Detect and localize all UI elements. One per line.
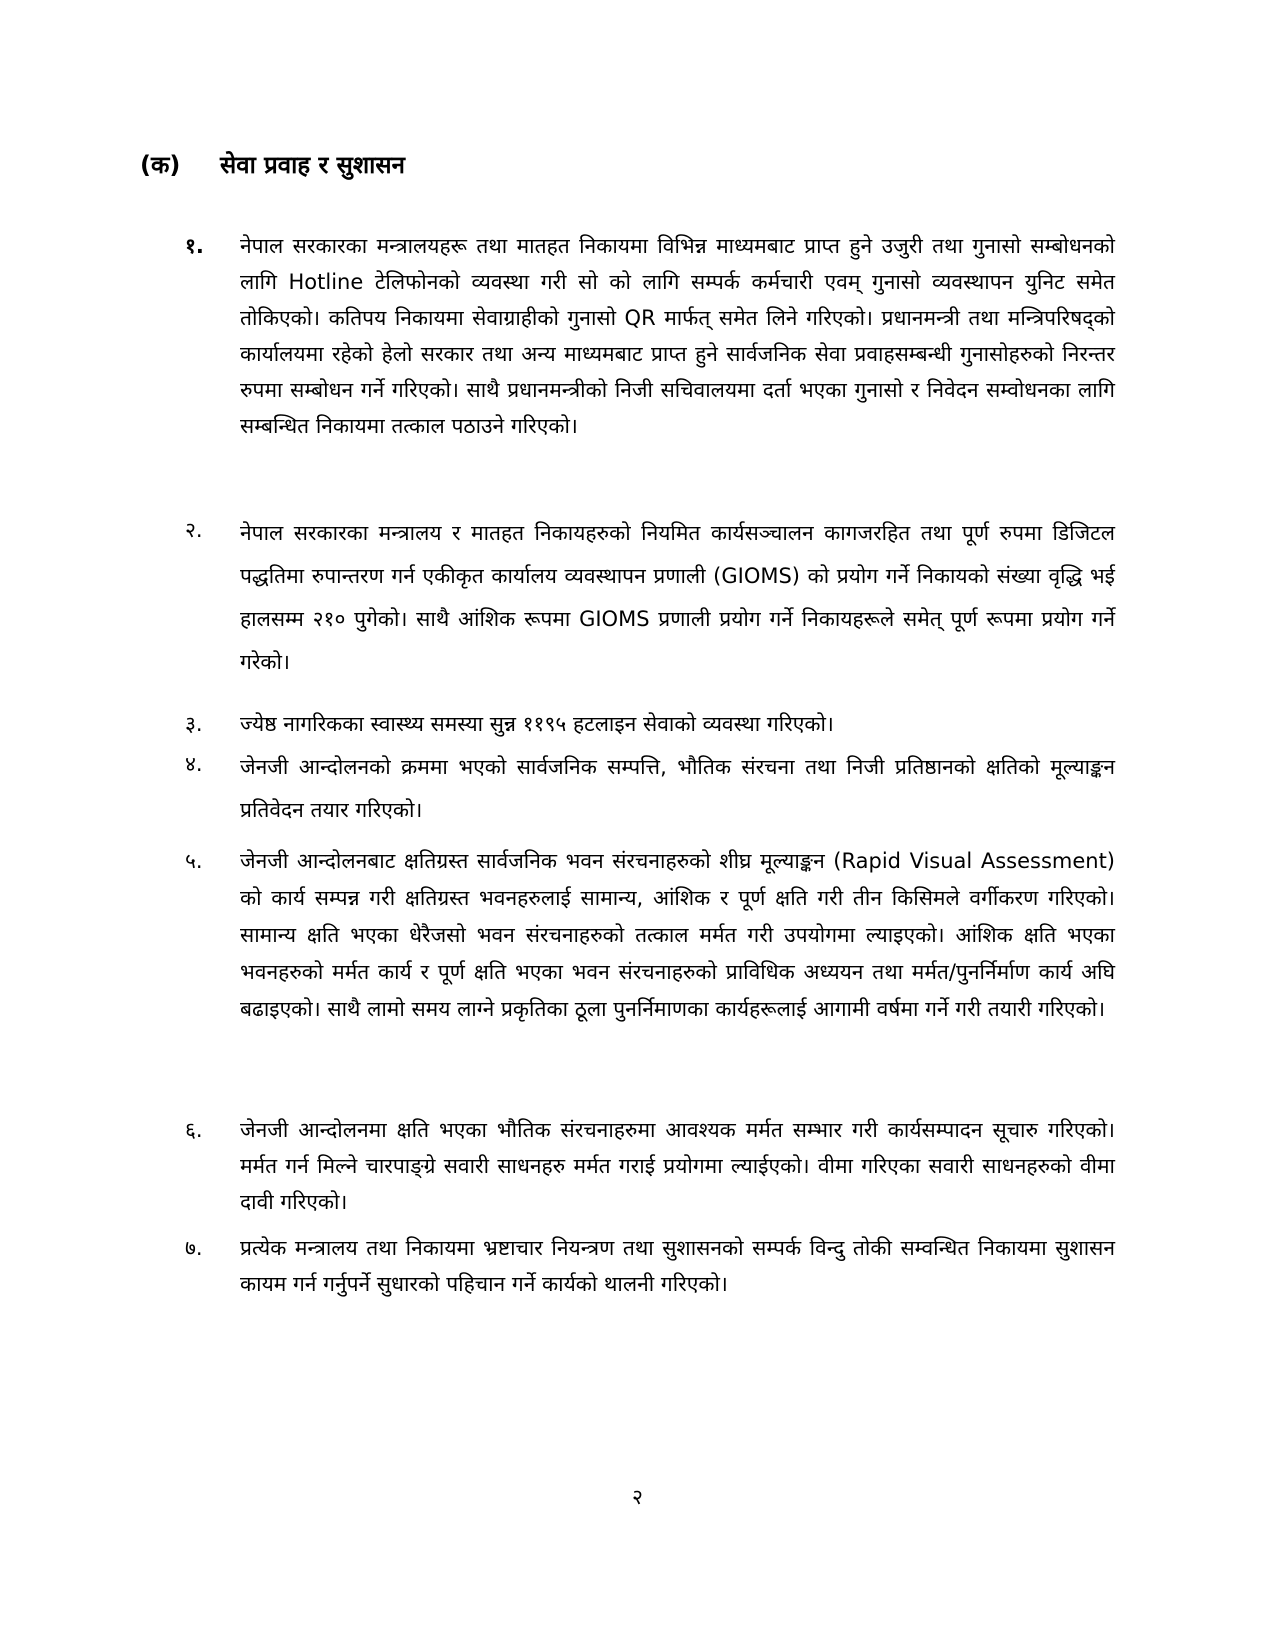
item-number: १. — [185, 234, 204, 258]
item-number: ४. — [185, 752, 203, 776]
item-text: प्रत्येक मन्त्रालय तथा निकायमा भ्रष्टाचार नियन्त्रण तथा सुशासनको सम्पर्क विन्दु तोकी सम्वन्धित निकायमा सुशासन कायम गर्न गर्नुपर्ने सुधारको पहिचान गर्ने कार्यको थालनी गरिएको। — [240, 1236, 1115, 1296]
list-item — [185, 1112, 1115, 1220]
section-number: (क) — [140, 151, 181, 179]
item-number: ५. — [185, 849, 203, 873]
item-number: २. — [185, 518, 203, 542]
list-item — [185, 706, 1115, 742]
list-item — [185, 1230, 1115, 1302]
list-item — [185, 512, 1115, 684]
section-heading — [140, 148, 405, 181]
item-text: ज्येष्ठ नागरिकका स्वास्थ्य समस्या सुन्न ११९५ हटलाइन सेवाको व्यवस्था गरिएको। — [240, 712, 834, 736]
item-text: जेनजी आन्दोलनबाट क्षतिग्रस्त सार्वजनिक भवन संरचनाहरुको शीघ्र मूल्याङ्कन (Rapid Visual Assessment) को कार्य सम्पन्न गरी क्षतिग्रस्त भवनहरुलाई सामान्य, आंशिक र पूर्ण क्षति गरी तीन किसिमले वर्गीकरण गरिएको। सामान्य क्षति भएका धेरैजसो भवन संरचनाहरुको तत्काल मर्मत गरी उपयोगमा ल्याइएको। आंशिक क्षति भएका भवनहरुको मर्मत कार्य र पूर्ण क्षति भएका भवन संरचनाहरुको प्राविधिक अध्ययन तथा मर्मत/पुनर्निर्माण कार्य अघि बढाइएको। साथै लामो समय लाग्ने प्रकृतिका ठूला पुनर्निमाणका कार्यहरूलाई आगामी वर्षमा गर्ने गरी तयारी गरिएको। — [240, 849, 1115, 1021]
page-number: २ — [632, 1485, 643, 1509]
item-text: नेपाल सरकारका मन्त्रालयहरू तथा मातहत निकायमा विभिन्न माध्यमबाट प्राप्त हुने उजुरी तथा गुनासो सम्बोधनको लागि Hotline टेलिफोनको व्यवस्था गरी सो को लागि सम्पर्क कर्मचारी एवम् गुनासो व्यवस्थापन युनिट समेत तोकिएको। कतिपय निकायमा सेवाग्राहीको गुनासो QR मार्फत् समेत लिने गरिएको। प्रधानमन्त्री तथा मन्त्रिपरिषद्को कार्यालयमा रहेको हेलो सरकार तथा अन्य माध्यमबाट प्राप्त हुने सार्वजनिक सेवा प्रवाहसम्बन्धी गुनासोहरुको निरन्तर रुपमा सम्बोधन गर्ने गरिएको। साथै प्रधानमन्त्रीको निजी सचिवालयमा दर्ता भएका गुनासो र निवेदन सम्वोधनका लागि सम्बन्धित निकायमा तत्काल पठाउने गरिएको। — [240, 234, 1115, 438]
item-number: ७. — [185, 1236, 203, 1260]
item-text: नेपाल सरकारका मन्त्रालय र मातहत निकायहरुको नियमित कार्यसञ्चालन कागजरहित तथा पूर्ण रुपमा डिजिटल पद्धतिमा रुपान्तरण गर्न एकीकृत कार्यालय व्यवस्थापन प्रणाली (GIOMS) को प्रयोग गर्ने निकायको संख्या वृद्धि भई हालसम्म २१० पुगेको। साथै आंशिक रूपमा GIOMS प्रणाली प्रयोग गर्ने निकायहरूले समेत् पूर्ण रूपमा प्रयोग गर्ने गरेको। — [240, 521, 1115, 674]
item-text: जेनजी आन्दोलनमा क्षति भएका भौतिक संरचनाहरुमा आवश्यक मर्मत सम्भार गरी कार्यसम्पादन सूचारु गरिएको। मर्मत गर्न मिल्ने चारपाङ्ग्रे सवारी साधनहरु मर्मत गराई प्रयोगमा ल्याईएको। वीमा गरिएका सवारी साधनहरुको वीमा दावी गरिएको। — [240, 1118, 1115, 1214]
list-item — [185, 746, 1115, 832]
item-number: ६. — [185, 1118, 203, 1142]
item-text: जेनजी आन्दोलनको क्रममा भएको सार्वजनिक सम्पत्ति, भौतिक संरचना तथा निजी प्रतिष्ठानको क्षतिको मूल्याङ्कन प्रतिवेदन तयार गरिएको। — [240, 755, 1115, 822]
list-item — [185, 228, 1115, 444]
item-number: ३. — [185, 712, 203, 736]
list-item — [185, 843, 1115, 1028]
section-title: सेवा प्रवाह र सुशासन — [220, 151, 405, 179]
